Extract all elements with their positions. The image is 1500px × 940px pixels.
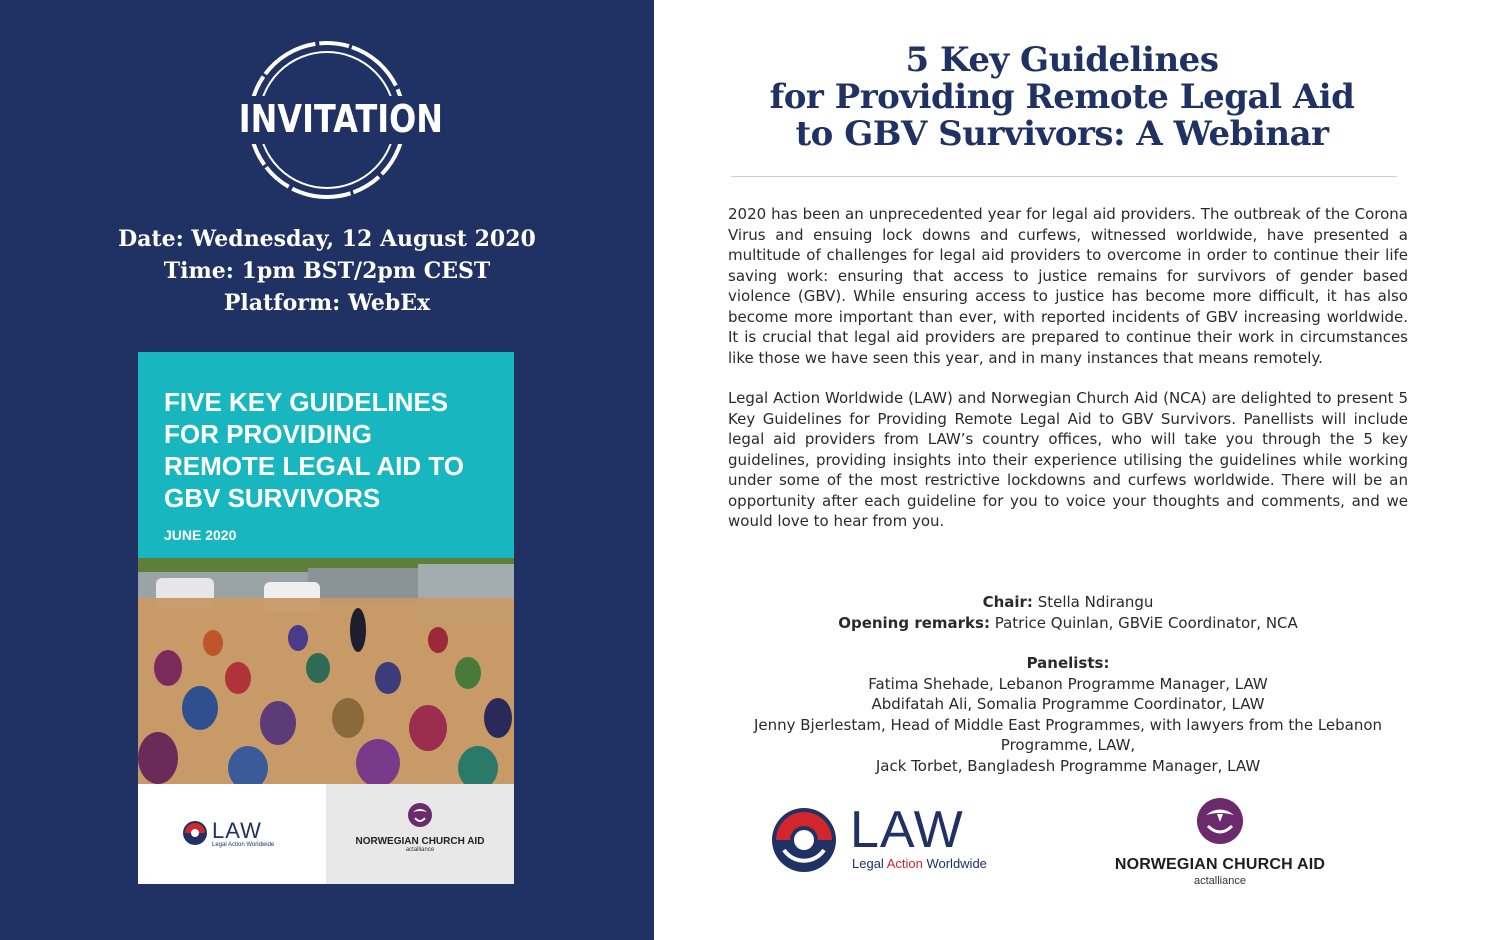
cover-nca-name: NORWEGIAN CHURCH AID [355, 836, 485, 847]
panelists-label: Panelists: [1026, 654, 1110, 672]
cover-law-name: LAW [212, 818, 262, 843]
page-title [712, 42, 1412, 153]
nca-dove-icon [407, 802, 433, 828]
panelist-item: Fatima Shehade, Lebanon Programme Manager, LAW [868, 674, 1268, 693]
title-line: for Providing Remote Legal Aid [769, 77, 1355, 117]
description [728, 204, 1408, 532]
cover-title-line: REMOTE LEGAL AID TO [164, 451, 464, 481]
cover-title-line: GBV SURVIVORS [164, 483, 381, 513]
cover-title-line: FOR PROVIDING [164, 419, 373, 449]
panelist-item: Jenny Bjerlestam, Head of Middle East Programmes, with lawyers from the Lebanon Programme, LAW, [753, 715, 1383, 754]
paragraph-presenters: Legal Action Worldwide (LAW) and Norwegian Church Aid (NCA) are delighted to present 5 Key Guidelines for Providing Remote Legal Aid to GBV Survivors. Panellists will include legal aid providers from LAW’s country offices, who will take you through the 5 key guidelines, providing insights into their experience utilising the guidelines while working under some of the most restrictive lockdowns and curfews worldwide. There will be an opportunity after each guideline for you to voice your thoughts and comments, and we would love to hear from you. [728, 389, 1408, 530]
nca-logo [1100, 796, 1340, 886]
chair-value: Stella Ndirangu [1037, 593, 1154, 611]
cover-title-line: FIVE KEY GUIDELINES [164, 387, 449, 417]
chair-line [728, 592, 1408, 613]
invitation-stamp [222, 40, 443, 200]
cover-photo [138, 558, 514, 784]
panelist-item: Jack Torbet, Bangladesh Programme Manager, LAW [875, 756, 1261, 775]
nca-alliance: actalliance [1194, 875, 1246, 887]
cover-nca-act: actalliance [405, 847, 435, 853]
report-cover [138, 352, 514, 884]
law-tagline: Legal Action Worldwide [852, 856, 987, 871]
opening-line [728, 613, 1408, 634]
title-divider [731, 176, 1397, 177]
law-logo [770, 801, 1020, 876]
cover-date: JUNE 2020 [164, 527, 237, 543]
cover-footer [138, 784, 514, 884]
opening-label: Opening remarks: [838, 613, 990, 632]
nca-name: NORWEGIAN CHURCH AID [1114, 856, 1326, 873]
cover-nca-logo [326, 802, 514, 853]
cover-law-sub: Legal Action Worldwide [212, 842, 275, 848]
nca-dove-icon [1195, 796, 1245, 846]
event-date: Date: Wednesday, 12 August 2020 [118, 226, 536, 252]
invitation-label: INVITATION [238, 97, 443, 141]
cover-header [138, 352, 514, 558]
law-swirl-icon [770, 806, 838, 874]
event-platform: Platform: WebEx [223, 290, 431, 316]
chair-label: Chair: [982, 593, 1033, 611]
left-panel [0, 0, 654, 940]
title-line: 5 Key Guidelines [905, 40, 1219, 80]
cover-nca-panel [326, 784, 514, 884]
cover-title [164, 386, 504, 514]
panelist-item: Abdifatah Ali, Somalia Programme Coordinator, LAW [871, 695, 1265, 713]
law-swirl-icon [182, 820, 208, 846]
speakers-list [728, 592, 1408, 776]
opening-value: Patrice Quinlan, GBViE Coordinator, NCA [994, 613, 1298, 632]
event-info [0, 223, 654, 319]
paragraph-intro: 2020 has been an unprecedented year for legal aid providers. The outbreak of the Corona Virus and ensuing lock downs and curfews, witnessed worldwide, have presented a multitude of challenges for legal aid providers to overcome in order to continue their life saving work: ensuring that access to justice remains for survivors of gender based violence (GBV). While ensuring access to justice has become more difficult, it has also become more important than ever, with reported incidents of GBV increasing worldwide. It is crucial that legal aid providers are prepared to continue their work in circumstances like those we have seen this year, and in many instances that means remotely. [728, 205, 1408, 367]
title-line: to GBV Survivors: A Webinar [795, 114, 1329, 154]
event-time: Time: 1pm BST/2pm CEST [163, 258, 491, 284]
law-name: LAW [850, 801, 964, 859]
cover-law-logo [182, 820, 292, 850]
